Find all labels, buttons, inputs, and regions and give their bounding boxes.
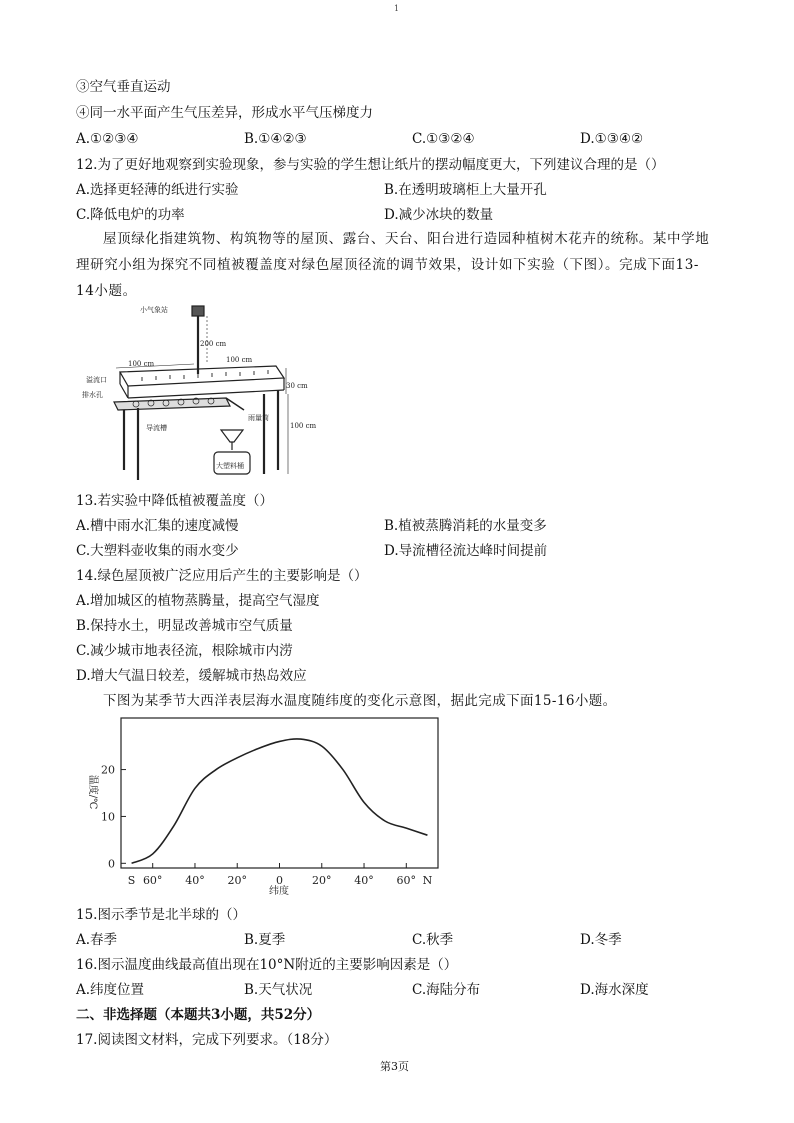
q14-option-c[interactable]: C.减少城市地表径流，根除城市内涝 [76,643,293,659]
label-funnel: 雨量筒 [248,414,269,422]
label-bucket: 大塑料桶 [216,462,244,470]
q14-option-b[interactable]: B.保持水土，明显改善城市空气质量 [76,618,293,634]
q14-stem: 14.绿色屋顶被广泛应用后产生的主要影响是（） [76,568,368,584]
q11-item4: ④同一水平面产生气压差异，形成水平气压梯度力 [76,105,373,121]
q14-option-a[interactable]: A.增加城区的植物蒸腾量，提高空气湿度 [76,593,320,609]
label-100cm-b: 100 cm [226,356,253,364]
x-axis-label: 纬度 [269,886,289,897]
y-axis-label: 温度/℃ [87,774,98,810]
y-tick-label: 0 [108,857,115,871]
passage-atlantic: 下图为某季节大西洋表层海水温度随纬度的变化示意图，据此完成下面15-16小题。 [103,693,617,709]
q11-item3: ③空气垂直运动 [76,79,171,95]
label-100cm-a: 100 cm [128,360,155,368]
x-tick-label: 60° [142,874,163,887]
q13-stem: 13.若实验中降低植被覆盖度（） [76,493,273,509]
q12-option-b[interactable]: B.在透明玻璃柜上大量开孔 [384,182,547,198]
label-station: 小气象站 [140,306,168,314]
weather-station-icon [192,306,204,316]
x-tick-label: N [422,874,433,887]
q15-stem: 15.图示季节是北半球的（） [76,907,246,923]
x-tick-label: 0 [276,874,283,887]
label-overflow: 溢流口 [86,376,107,384]
sst-latitude-chart [76,712,456,898]
rain-gauge-funnel [221,430,243,442]
q16-option-d[interactable]: D.海水深度 [580,982,649,998]
q11-option-b[interactable]: B.①④②③ [244,131,307,147]
section-heading: 二、非选择题（本题共3小题，共52分） [76,1007,321,1023]
q13-option-a[interactable]: A.槽中雨水汇集的速度减慢 [76,518,239,534]
label-200cm: 200 cm [200,340,227,348]
trough-shape [114,398,230,410]
q11-option-d[interactable]: D.①③④② [580,131,644,147]
experiment-diagram [76,302,316,490]
q16-stem: 16.图示温度曲线最高值出现在10°N附近的主要影响因素是（） [76,957,458,973]
q13-option-c[interactable]: C.大塑料壶收集的雨水变少 [76,543,239,559]
label-drain: 排水孔 [82,391,103,399]
q15-option-a[interactable]: A.春季 [76,932,118,948]
roof-box [120,366,284,386]
x-tick-label: S [127,874,136,887]
page-footer: 第3页 [380,1060,409,1073]
q15-option-d[interactable]: D.冬季 [580,932,622,948]
q12-option-d[interactable]: D.减少冰块的数量 [384,207,494,223]
q15-option-c[interactable]: C.秋季 [412,932,454,948]
q16-option-a[interactable]: A.纬度位置 [76,982,145,998]
x-tick-label: 20° [312,874,332,887]
q13-option-b[interactable]: B.植被蒸腾消耗的水量变多 [384,518,547,534]
q17-stem: 17.阅读图文材料，完成下列要求。（18分） [76,1032,338,1048]
q14-option-d[interactable]: D.增大气温日较差，缓解城市热岛效应 [76,668,307,684]
q12-stem: 12.为了更好地观察到实验现象，参与实验的学生想让纸片的摆动幅度更大，下列建议合理的是（） [76,157,665,173]
q12-option-c[interactable]: C.降低电炉的功率 [76,207,185,223]
x-tick-label: 20° [227,874,247,887]
q16-option-c[interactable]: C.海陆分布 [412,982,481,998]
x-tick-label: 60° [396,874,417,887]
label-30cm: 30 cm [286,382,308,390]
q16-option-b[interactable]: B.天气状况 [244,982,313,998]
passage-green-roof: 屋顶绿化指建筑物、构筑物等的屋顶、露台、天台、阳台进行造园种植树木花卉的统称。某中学地理研究小组为探究不同植被覆盖度对绿色屋顶径流的调节效果，设计如下实验（下图）。完成下面13-14小题。 [76,231,710,299]
y-tick-label: 10 [101,810,115,824]
label-100cm-c: 100 cm [290,422,316,430]
y-tick-label: 20 [101,763,115,777]
q11-option-c[interactable]: C.①③②④ [412,131,475,147]
q11-option-a[interactable]: A.①②③④ [76,131,139,147]
q12-option-a[interactable]: A.选择更轻薄的纸进行实验 [76,182,239,198]
sst-series-line [132,739,428,863]
q15-option-b[interactable]: B.夏季 [244,932,286,948]
label-trough: 导流槽 [146,424,167,432]
plot-frame [121,718,438,868]
x-tick-label: 40° [185,874,205,887]
header-mark: 1 [394,4,400,13]
q13-option-d[interactable]: D.导流槽径流达峰时间提前 [384,543,548,559]
x-tick-label: 40° [354,874,374,887]
